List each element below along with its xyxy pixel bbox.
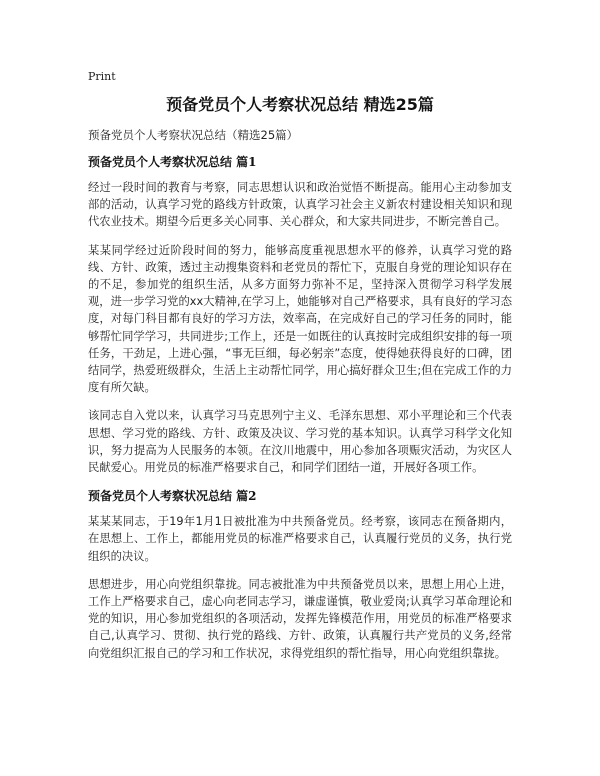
paragraph: 某某同学经过近阶段时间的努力，能够高度重视思想水平的修养，认真学习党的路线、方针、政策，透过主动搜集资料和老党员的帮忙下，克服自身党的理论知识存在的不足，参加党的组织生活，从多方面努力弥补不足，坚持深入贯彻学习科学发展观，进一步学习党的xx大精神,在学习上，她能够对自己严格要求，具有良好的学习态度，对每门科目都有良好的学习方法，效率高，在完成好自己的学习任务的同时，能够帮忙同学学习，共同进步;工作上，还是一如既往的认真按时完成组织安排的每一项任务，干劲足，上进心强，“事无巨细，每必躬亲”态度，使得她获得良好的口碑，团结同学，热爱班级群众，生活上主动帮忙同学，用心搞好群众卫生;但在完成工作的力度有所欠缺。: [88, 243, 512, 395]
paragraph: 某某某同志，于19年1月1日被批准为中共预备党员。经考察，该同志在预备期内，在思想上、工作上，都能用党员的标准严格要求自己，认真履行党员的义务，执行党组织的决议。: [88, 515, 512, 563]
section-2: [88, 487, 512, 662]
print-label: Print: [88, 70, 116, 83]
paragraph: 该同志自入党以来，认真学习马克思列宁主义、毛泽东思想、邓小平理论和三个代表思想、学习党的路线、方针、政策及决议、学习党的基本知识。认真学习科学文化知识，努力提高为人民服务的本领。在汶川地震中，用心参加各项赈灾活动，为灾区人民献爱心。用党员的标准严格要求自己，和同学们团结一道，开展好各项工作。: [88, 409, 512, 475]
paragraph: 经过一段时间的教育与考察，同志思想认识和政治觉悟不断提高。能用心主动参加支部的活动，认真学习党的路线方针政策，认真学习社会主义新农村建设相关知识和现代农业技术。期望今后更多关心同事、关心群众，和大家共同进步，不断完善自己。: [88, 181, 512, 229]
document-subtitle: 预备党员个人考察状况总结（精选25篇）: [88, 128, 299, 142]
document-title: 预备党员个人考察状况总结 精选25篇: [166, 95, 434, 114]
paragraph: 思想进步，用心向党组织靠拢。同志被批准为中共预备党员以来，思想上用心上进，工作上严格要求自己，虚心向老同志学习，谦虚谨慎，敬业爱岗;认真学习革命理论和党的知识，用心参加党组织的各项活动，发挥先锋模范作用，用党员的标准严格要求自己,认真学习、贯彻、执行党的路线、方针、政策，认真履行共产党员的义务,经常向党组织汇报自己的学习和工作状况，求得党组织的帮忙指导，用心向党组织靠拢。: [88, 577, 512, 660]
section-heading: 预备党员个人考察状况总结 篇1: [88, 155, 257, 169]
section-heading: 预备党员个人考察状况总结 篇2: [88, 489, 257, 504]
section-1: [88, 153, 512, 476]
